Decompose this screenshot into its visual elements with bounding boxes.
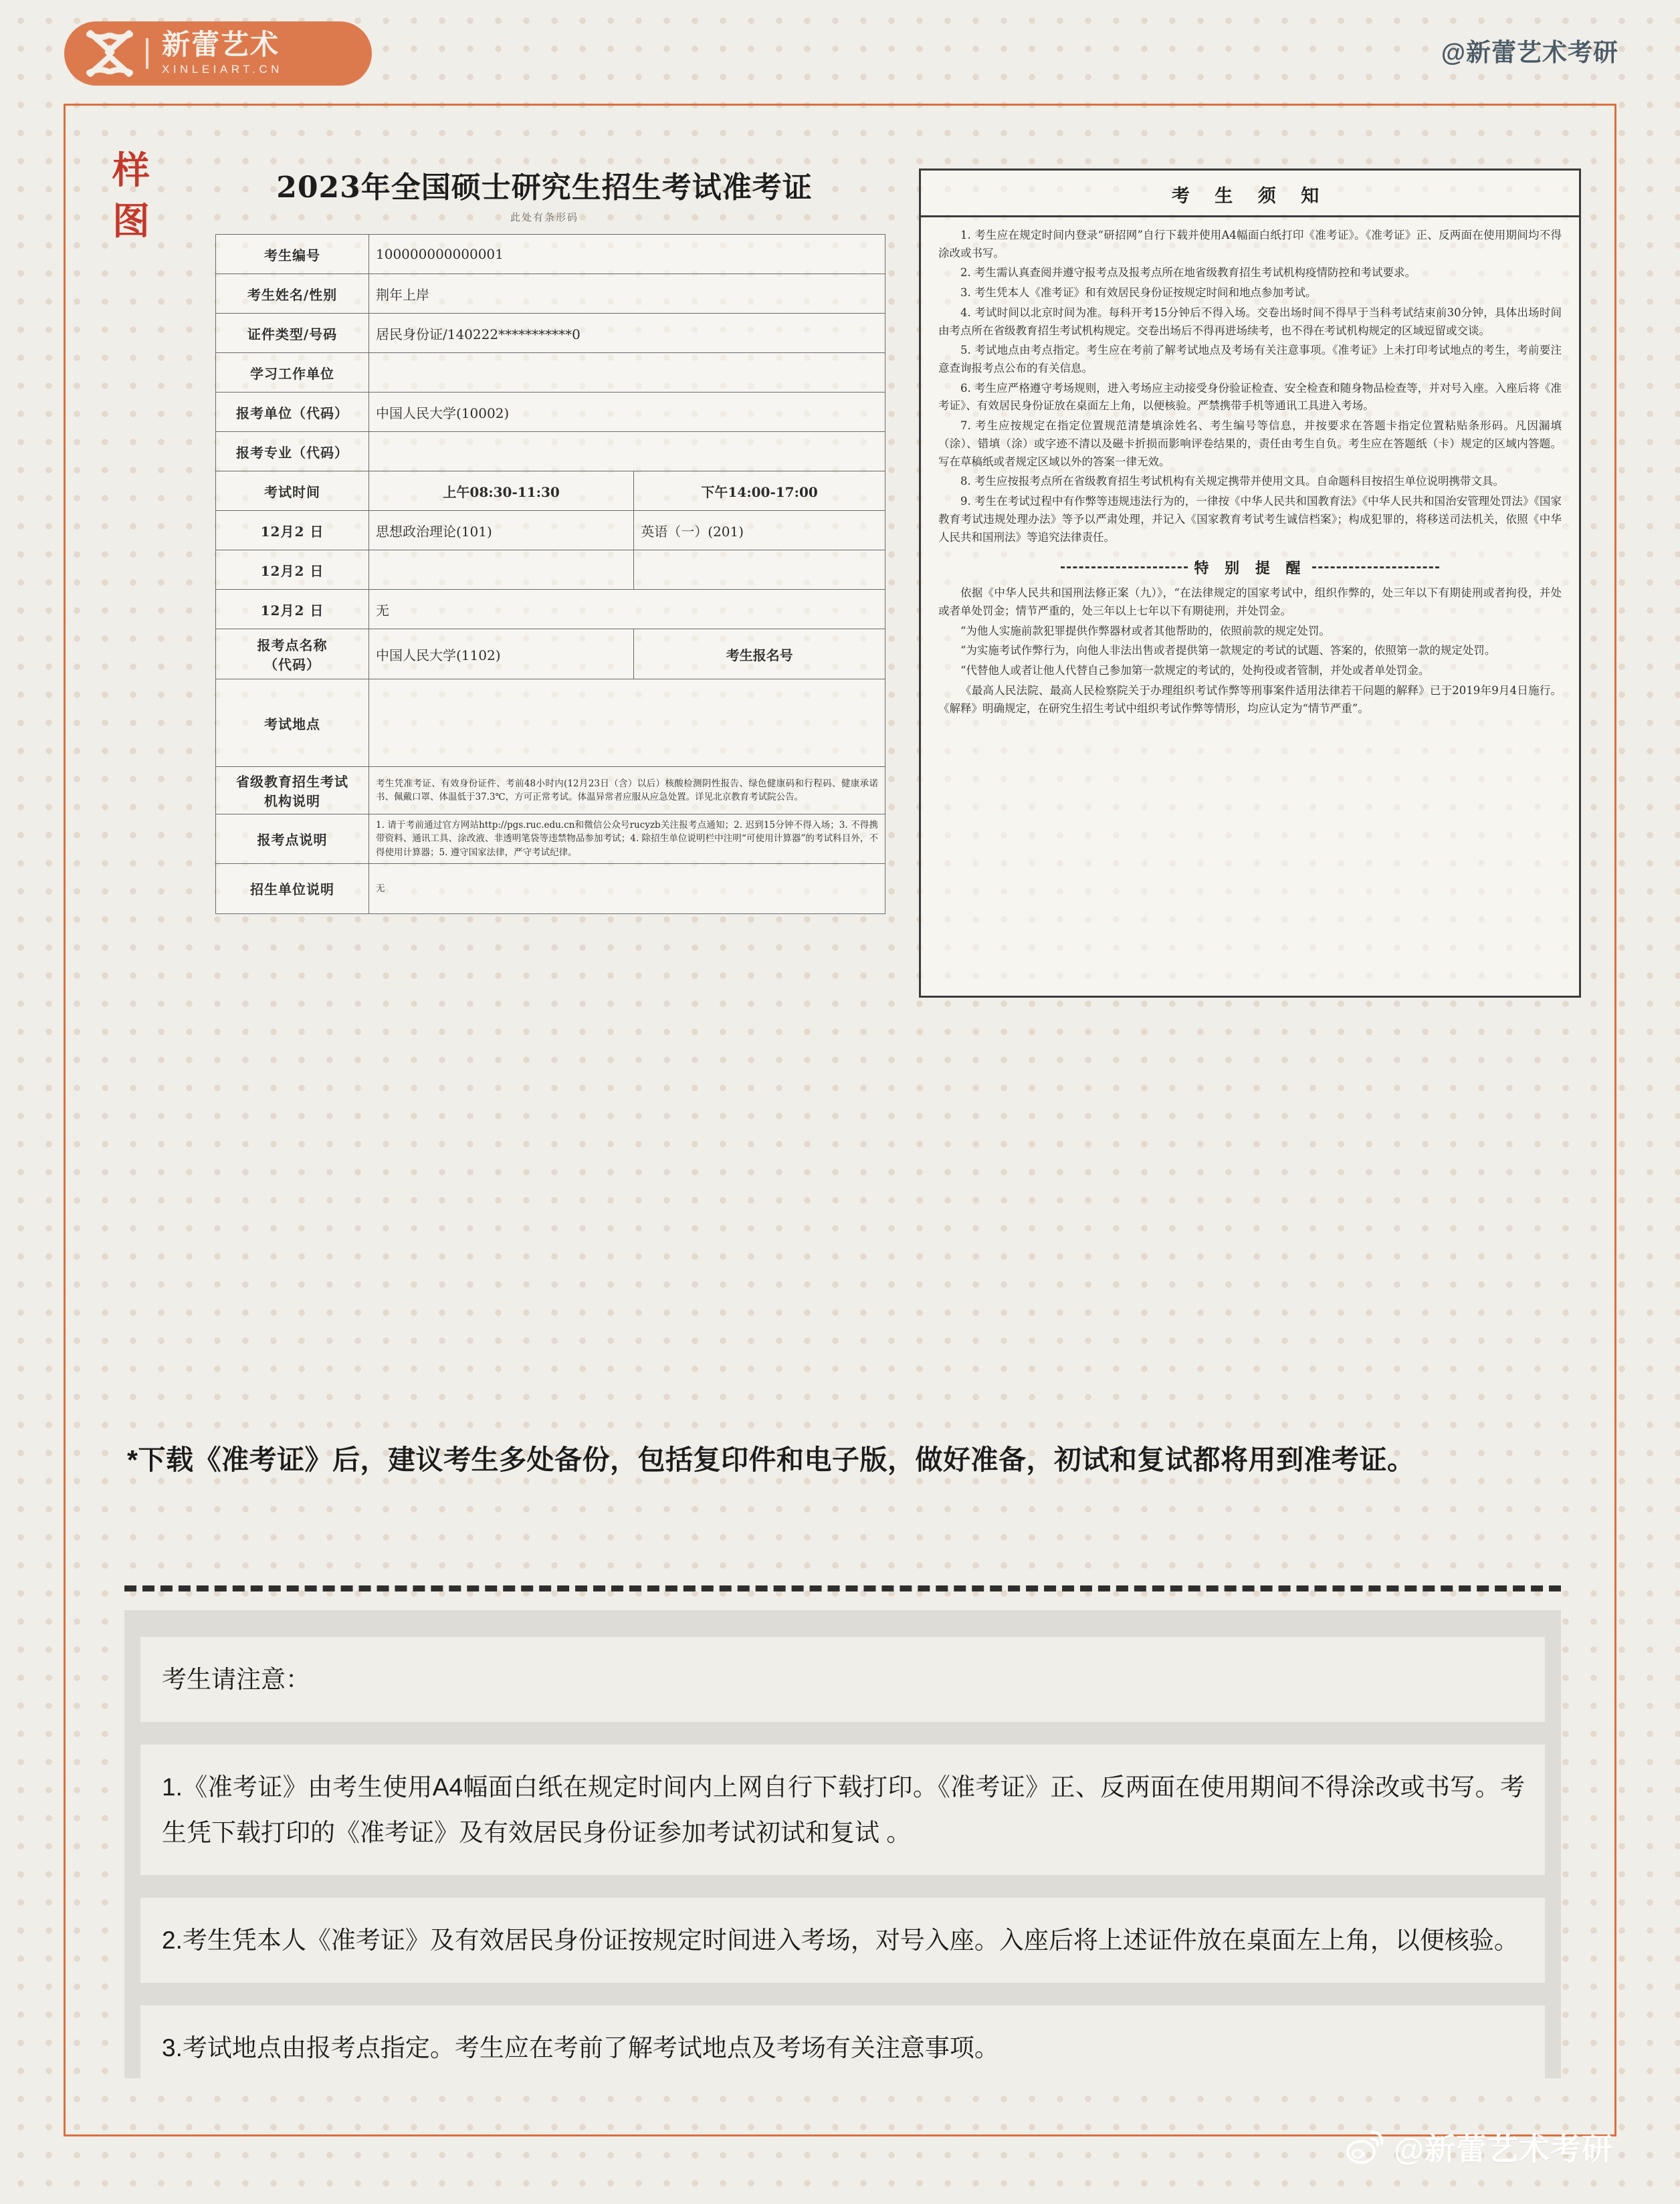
ticket-info-table [215,234,885,914]
dashed-separator [124,1585,1561,1591]
province-note-text: 考生凭准考证、有效身份证件、考前48小时内(12月23日（含）以后）核酸检测阴性报告、绿色健康码和行程码、健康承诺书、佩戴口罩、体温低于37.3℃，方可正常考试。体温异常者应服从应急处置。详见北京教育考试院公告。 [369,767,885,814]
logo-divider [146,38,148,69]
site-note-text: 1. 请于考前通过官方网站http://pgs.ruc.edu.cn和微信公众号rucyzb关注报考点通知；2. 迟到15分钟不得入场；3. 不得携带资料、通讯工具、涂改液、非透明笔袋等违禁物品参加考试；4. 除招生单位说明栏中注明“可使用计算器”的考试科目外，不得使用计算器；5. 遵守国家法律，严守考试纪律。 [369,814,885,864]
schedule-am-subject: 无 [369,590,885,629]
notice-item: 4. 考试时间以北京时间为准。每科开考15分钟后不得入场。交卷出场时间不得早于当科考试结束前30分钟，具体出场时间由考点所在省级教育招生考试机构规定。交卷出场后不得再进场续考，也不得在考试机构规定的区域逗留或交谈。 [938,306,1562,337]
download-tip-normal: *下载《准考证》后，建议考生多处备份，包括复印件和电子版，做好准备， [127,1444,1054,1475]
watermark-text: @新蕾艺术考研 [1394,2132,1613,2167]
table-row [216,863,885,913]
notice-item: 7. 考生应按规定在指定位置规范清楚填涂姓名、考生编号等信息，并按要求在答题卡指定位置粘贴条形码。凡因漏填（涂）、错填（涂）或字迹不清以及磁卡折损而影响评卷结果的，责任由考生自负。考生应在答题纸（卡）规定的区域内答题。写在草稿纸或者规定区域以外的答案一律无效。 [938,419,1562,468]
exam-time-label: 考试时间 [216,471,369,511]
logo-name-cn: 新蕾艺术 [162,28,280,60]
attention-heading: 考生请注意： [162,1666,310,1693]
row-label: 报考单位（代码） [216,393,369,432]
row-value [369,432,885,471]
table-row [216,814,885,864]
weibo-icon [1346,2130,1384,2165]
logo-text-block [162,30,283,78]
exam-site-label-line1: 报考点名称 [257,637,328,653]
row-label: 考生编号 [216,235,369,274]
ticket-title: 2023年全国硕士研究生招生考试准考证 [276,171,813,205]
row-value [369,353,885,393]
table-row [216,550,885,590]
schedule-am-subject: 思想政治理论(101) [369,511,634,550]
site-note-label: 报考点说明 [216,814,369,864]
candidate-notice-heading: 考 生 须 知 [921,171,1579,217]
exam-time-header-row [216,471,885,511]
candidate-attention-block [124,1610,1561,2078]
row-label: 报考专业（代码） [216,432,369,471]
divider-dash-right [1312,566,1439,568]
unit-note-text: 无 [369,863,885,913]
exam-time-afternoon: 下午14:00-17:00 [634,471,885,511]
attention-heading-card [140,1637,1545,1722]
divider-dash-left [1061,566,1188,568]
province-note-label-line1: 省级教育招生考试 [236,774,348,790]
row-label: 学习工作单位 [216,353,369,393]
schedule-pm-subject [634,550,885,590]
notice-item: 9. 考生在考试过程中有作弊等违规违法行为的，一律按《中华人民共和国教育法》《中华人民共和国治安管理处罚法》《国家教育考试违规处理办法》等予以严肃处理，并记入《国家教育考试考生诚信档案》；构成犯罪的，将移送司法机关，依照《中华人民共和国刑法》等追究法律责任。 [938,495,1562,544]
row-value: 荆年上岸 [369,274,885,314]
attention-item: 3.考试地点由报考点指定。考生应在考前了解考试地点及考场有关注意事项。 [162,2034,999,2062]
content-frame [64,104,1616,2136]
schedule-pm-subject: 英语（一）(201) [634,511,885,550]
attention-item-card [140,1898,1545,1983]
special-reminder-item: 依据《中华人民共和国刑法修正案（九）》，“在法律规定的国家考试中，组织作弊的，处三年以下有期徒刑或者拘役，并处或者单处罚金；情节严重的，处三年以上七年以下有期徒刑，并处罚金。 [938,586,1562,617]
special-reminder-item: “为他人实施前款犯罪提供作弊器材或者其他帮助的，依照前款的规定处罚。 [960,624,1330,637]
schedule-date: 12月2 日 [216,511,369,550]
notice-item: 1. 考生应在规定时间内登录“研招网”自行下载并使用A4幅面白纸打印《准考证》。《准考证》正、反两面在使用期间均不得涂改或书写。 [938,229,1562,259]
sample-stamp-char-1: 样 [112,149,150,193]
sample-stamp-char-2: 图 [112,199,150,243]
province-note-label [216,767,369,814]
row-value: 中国人民大学(10002) [369,393,885,432]
download-tip-emphasis: 初试和复试都将用到准考证。 [1053,1444,1415,1475]
table-row [216,767,885,814]
download-tip-paragraph [127,1436,1552,1484]
row-value: 居民身份证/140222***********0 [369,314,885,353]
special-reminder-item: “代替他人或者让他人代替自己参加第一款规定的考试的，处拘役或者管制，并处或者单处罚金。 [960,664,1430,677]
table-row [216,274,885,314]
exam-time-morning: 上午08:30-11:30 [369,471,634,511]
bottom-watermark [1346,2125,1613,2169]
attention-item: 2.考生凭本人《准考证》及有效居民身份证按规定时间进入考场，对号入座。入座后将上述证件放在桌面左上角，以便核验。 [162,1926,1519,1954]
exam-place-value [369,679,885,767]
schedule-am-subject [369,550,634,590]
table-row [216,235,885,274]
table-row [216,629,885,679]
row-label: 考生姓名/性别 [216,274,369,314]
brand-logo[interactable] [64,21,372,86]
notice-item: 6. 考生应严格遵守考场规则，进入考场应主动接受身份验证检查、安全检查和随身物品检查等，并对号入座。入座后将《准考证》、有效居民身份证放在桌面左上角，以便核验。严禁携带手机等通讯工具进入考场。 [938,381,1562,413]
table-row [216,393,885,432]
exam-site-label [216,629,369,679]
table-row [216,511,885,550]
attention-item: 1.《准考证》由考生使用A4幅面白纸在规定时间内上网自行下载打印。《准考证》正、反两面在使用期间不得涂改或书写。考生凭下载打印的《准考证》及有效居民身份证参加考试初试和复试 。 [162,1773,1525,1846]
exam-place-label: 考试地点 [216,679,369,767]
special-reminder-divider [938,557,1562,578]
page-header [0,0,1680,104]
table-row [216,590,885,629]
row-label: 证件类型/号码 [216,314,369,353]
attention-item-card [140,1745,1545,1875]
row-value: 100000000000001 [369,235,885,274]
special-reminder-label: 特 别 提 醒 [1194,560,1306,578]
exam-site-label-line2: （代码） [264,657,320,673]
sample-ticket-document [96,130,1588,1153]
attention-item-card [140,2005,1545,2090]
notice-item: 5. 考试地点由考点指定。考生应在考前了解考试地点及考场有关注意事项。《准考证》上未打印考试地点的考生，考前要注意查询报考点公布的有关信息。 [938,344,1562,375]
candidate-notice-panel [919,169,1581,998]
table-row [216,432,885,471]
table-row [216,353,885,393]
ticket-barcode-placeholder: 此处有条形码 [510,212,579,223]
header-account-handle: @新蕾艺术考研 [1441,39,1618,66]
special-reminder-item: “为实施考试作弊行为，向他人非法出售或者提供第一款规定的考试的试题、答案的，依照第一款的规定处罚。 [960,644,1496,657]
candidate-notice-body [921,217,1579,718]
notice-item: 2. 考生需认真查阅并遵守报考点及报考点所在地省级教育招生考试机构疫情防控和考试要求。 [960,266,1416,280]
schedule-date: 12月2 日 [216,550,369,590]
province-note-label-line2: 机构说明 [264,793,320,809]
registration-number-label: 考生报名号 [634,629,885,679]
notice-item: 8. 考生应按报考点所在省级教育招生考试机构有关规定携带并使用文具。自命题科目按招生单位说明携带文具。 [960,475,1504,488]
logo-name-en: XINLEIART.CN [162,62,283,76]
xinlei-star-mark-icon [78,21,142,86]
table-row [216,314,885,353]
schedule-date: 12月2 日 [216,590,369,629]
sample-stamp [112,146,159,247]
table-row [216,679,885,767]
exam-site-value: 中国人民大学(1102) [369,629,634,679]
special-reminder-item: 《最高人民法院、最高人民检察院关于办理组织考试作弊等刑事案件适用法律若干问题的解释》已于2019年9月4日施行。《解释》明确规定，在研究生招生考试中组织考试作弊等情形，均应认定为“情节严重”。 [938,683,1562,715]
unit-note-label: 招生单位说明 [216,863,369,913]
notice-item: 3. 考生凭本人《准考证》和有效居民身份证按规定时间和地点参加考试。 [960,286,1317,300]
